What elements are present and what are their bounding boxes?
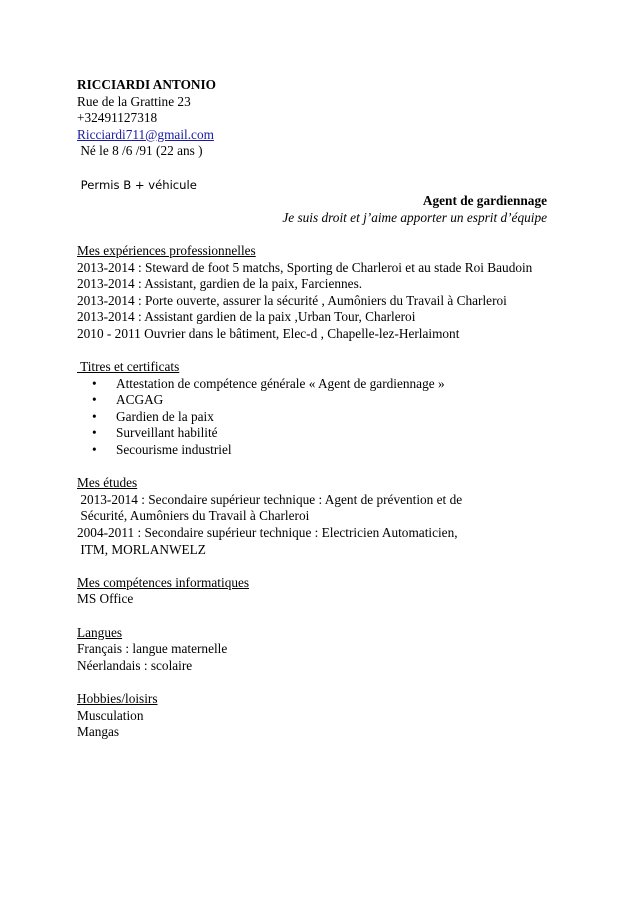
certificates-list	[77, 376, 547, 459]
studies-section	[77, 475, 547, 558]
phone-number: +32491127318	[77, 110, 158, 126]
spacer	[77, 558, 547, 575]
spacer	[77, 459, 547, 476]
certificates-section	[77, 359, 547, 459]
certificates-heading: Titres et certificats	[77, 359, 180, 375]
cv-page	[77, 77, 547, 741]
email-link[interactable]: Ricciardi711@gmail.com	[77, 126, 214, 142]
driving-license: Permis B + véhicule	[77, 177, 197, 192]
certificate-label: Gardien de la paix	[116, 408, 214, 424]
objective-tagline: Je suis droit et j’aime apporter un esprit d’équipe	[282, 209, 547, 225]
experience-item: 2013-2014 : Assistant gardien de la paix ,Urban Tour, Charleroi	[77, 309, 416, 325]
experience-item: 2010 - 2011 Ouvrier dans le bâtiment, Elec-d , Chapelle-lez-Herlaimont	[77, 325, 460, 341]
studies-line: Sécurité, Aumôniers du Travail à Charleroi	[77, 508, 310, 524]
bullet-icon: •	[92, 425, 97, 441]
hobbies-heading: Hobbies/loisirs	[77, 690, 158, 706]
hobby-item: Musculation	[77, 707, 144, 723]
bullet-icon: •	[92, 375, 97, 391]
experience-section	[77, 243, 547, 343]
certificate-item	[92, 392, 547, 409]
studies-line: 2004-2011 : Secondaire supérieur technique : Electricien Automaticien,	[77, 525, 458, 541]
certificate-label: Surveillant habilité	[116, 425, 218, 441]
bullet-icon: •	[92, 392, 97, 408]
spacer	[77, 343, 547, 360]
it-skills-section	[77, 575, 547, 608]
experience-item: 2013-2014 : Porte ouverte, assurer la sécurité , Aumôniers du Travail à Charleroi	[77, 292, 507, 308]
hobbies-section	[77, 691, 547, 741]
certificate-label: Attestation de compétence générale « Agent de gardiennage »	[116, 375, 445, 391]
candidate-name: RICCIARDI ANTONIO	[77, 77, 217, 92]
certificate-item	[92, 425, 547, 442]
hobby-item: Mangas	[77, 724, 120, 740]
objective-block	[77, 193, 547, 226]
bullet-icon: •	[92, 408, 97, 424]
language-item: Français : langue maternelle	[77, 641, 228, 657]
language-item: Néerlandais : scolaire	[77, 657, 193, 673]
contact-block	[77, 77, 547, 193]
birth-date: Né le 8 /6 /91 (22 ans )	[77, 143, 203, 159]
address-line: Rue de la Grattine 23	[77, 93, 191, 109]
studies-line: ITM, MORLANWELZ	[77, 541, 206, 557]
spacer	[77, 160, 547, 177]
studies-line: 2013-2014 : Secondaire supérieur technique : Agent de prévention et de	[77, 491, 463, 507]
certificate-item	[92, 409, 547, 426]
spacer	[77, 608, 547, 625]
experience-item: 2013-2014 : Assistant, gardien de la paix, Farciennes.	[77, 276, 363, 292]
spacer	[77, 674, 547, 691]
certificate-label: Secourisme industriel	[116, 442, 232, 458]
objective-title: Agent de gardiennage	[422, 193, 547, 209]
studies-heading: Mes études	[77, 475, 138, 491]
spacer	[77, 226, 547, 243]
experience-item: 2013-2014 : Steward de foot 5 matchs, Sporting de Charleroi et au stade Roi Baudoin	[77, 259, 533, 275]
certificate-item	[92, 442, 547, 459]
bullet-icon: •	[92, 442, 97, 458]
certificate-label: ACGAG	[116, 392, 164, 408]
certificate-item	[92, 376, 547, 393]
languages-section	[77, 625, 547, 675]
it-skills-heading: Mes compétences informatiques	[77, 574, 250, 590]
languages-heading: Langues	[77, 624, 123, 640]
it-skill-item: MS Office	[77, 591, 134, 607]
experience-heading: Mes expériences professionnelles	[77, 242, 256, 258]
